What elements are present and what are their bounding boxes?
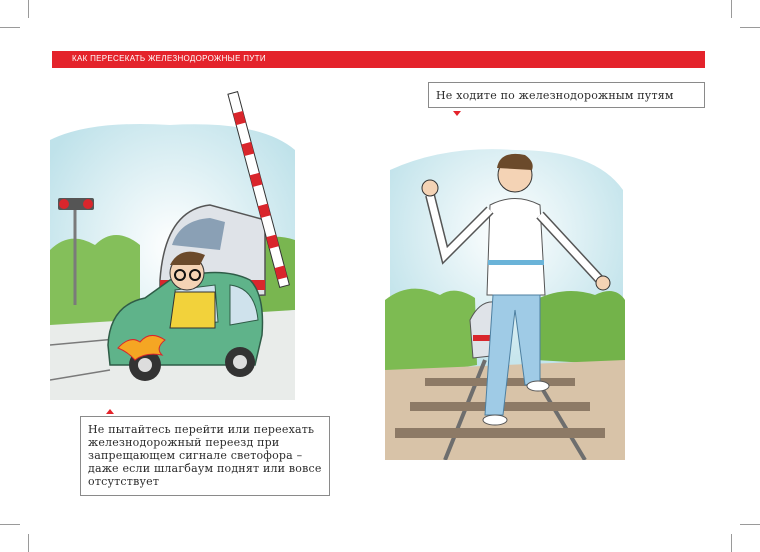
crop-mark <box>731 534 732 552</box>
illustration-man-on-tracks <box>385 120 625 460</box>
crop-mark <box>28 0 29 18</box>
crop-mark <box>28 534 29 552</box>
caption-pointer <box>106 409 114 414</box>
crop-mark <box>0 524 20 525</box>
banner-title: КАК ПЕРЕСЕКАТЬ ЖЕЛЕЗНОДОРОЖНЫЕ ПУТИ <box>72 54 266 63</box>
caption-right-panel: Не ходите по железнодорожным путям <box>428 82 705 108</box>
crop-mark <box>731 0 732 18</box>
illustration-car-crossing <box>50 80 295 410</box>
crop-mark <box>740 524 760 525</box>
caption-pointer <box>453 111 461 116</box>
crop-mark <box>740 27 760 28</box>
crop-mark <box>0 27 20 28</box>
section-banner <box>52 51 705 68</box>
caption-left-panel: Не пытайтесь перейти или переехать железнодорожный переезд при запрещающем сигнале светофора – даже если шлагбаум поднят или вовсе отсутствует <box>80 416 330 496</box>
